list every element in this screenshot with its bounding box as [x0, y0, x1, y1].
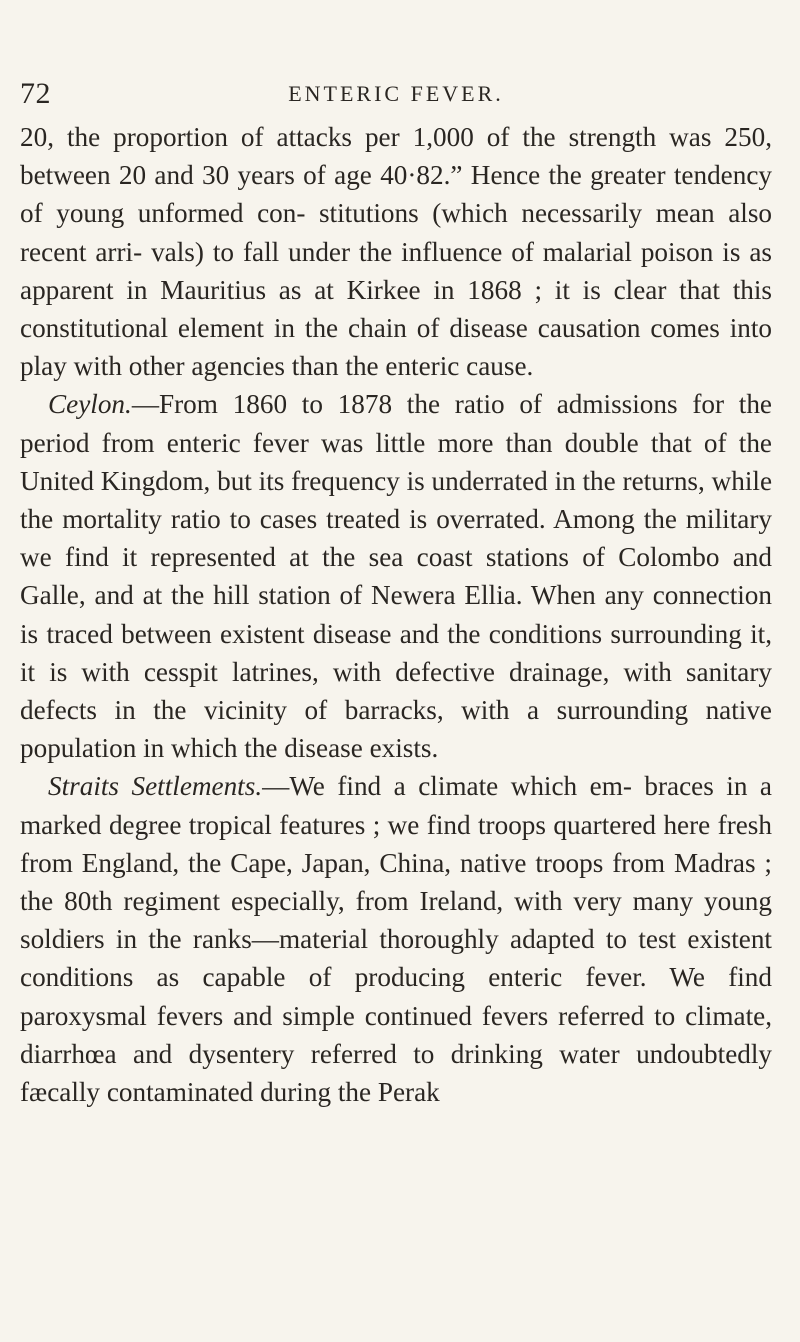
- running-title: ENTERIC FEVER.: [288, 81, 504, 106]
- page-header: [20, 74, 772, 114]
- paragraph-text: —From 1860 to 1878 the ratio of admissions for the period from enteric fever was little more than double that of the United Kingdom, but its frequency is underrated in the returns, while the mortality ratio to cases treated is overrated. Among the military we find it represented at the sea coast stations of Colombo and Galle, and at the hill station of Newera Ellia. When any connection is traced between existent disease and the conditions surrounding it, it is with cesspit latrines, with defective drainage, with sanitary defects in the vicinity of barracks, with a surrounding native population in which the disease exists.: [20, 389, 773, 764]
- paragraph-text: 20, the proportion of attacks per 1,000 of the strength was 250, between 20 and 30 years of age 40·82.” Hence the greater tendency of young unformed con- stitutions (which necessarily mean also recent arri- vals) to fall under the influence of malarial poison is as apparent in Mauritius as at Kirkee in 1868 ; it is clear that this constitutional element in the chain of disease causation comes into play with other agencies than the enteric cause.: [20, 122, 772, 382]
- paragraph-text: —We find a climate which em- braces in a marked degree tropical features ; we find troops quartered here fresh from England, the Cape, Japan, China, native troops from Madras ; the 80th regiment especially, from Ireland, with very many young soldiers in the ranks—material thoroughly adapted to test existent conditions as capable of producing enteric fever. We find paroxysmal fevers and simple continued fevers referred to climate, diarrhœa and dysentery referred to drinking water undoubtedly fæcally contaminated during the Perak: [20, 771, 773, 1108]
- section-heading-straits-settlements: Straits Settlements.: [48, 771, 263, 802]
- body-text: [20, 118, 772, 1111]
- paragraph-straits-settlements: [20, 767, 772, 1111]
- page-number: 72: [20, 77, 51, 110]
- paragraph-ceylon: [20, 385, 772, 767]
- paragraph-continuation: [20, 118, 772, 385]
- section-heading-ceylon: Ceylon.: [48, 389, 132, 420]
